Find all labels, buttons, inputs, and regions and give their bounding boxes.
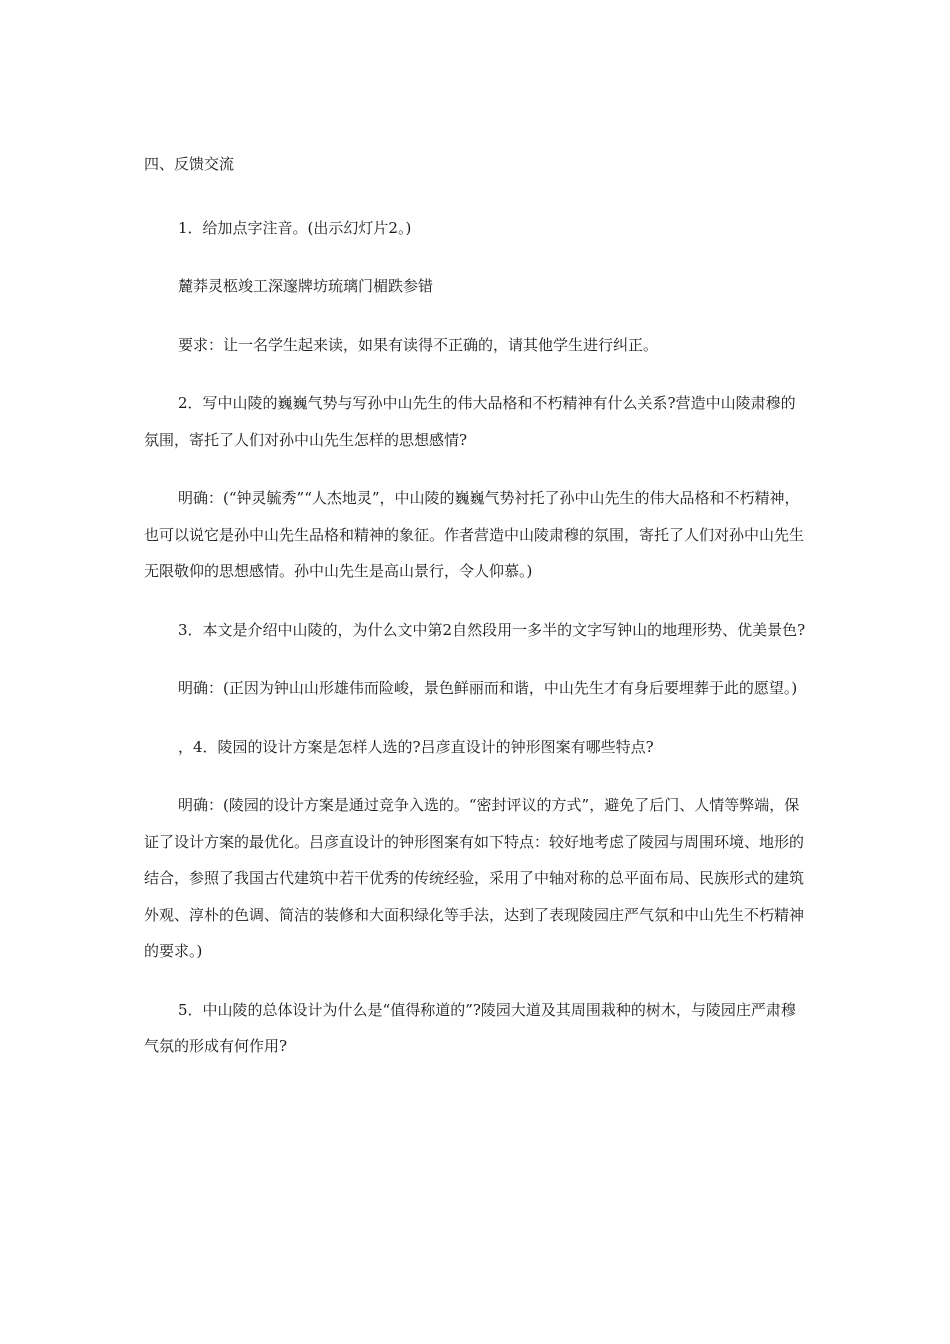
document-body bbox=[144, 146, 808, 1087]
paragraph-question-1: 1．给加点字注音。(出示幻灯片2。) bbox=[178, 218, 412, 237]
paragraph-question-4: ，4．陵园的设计方案是怎样人选的?吕彦直设计的钟形图案有哪些特点? bbox=[178, 737, 654, 756]
paragraph-requirement: 要求：让一名学生起来读，如果有读得不正确的，请其他学生进行纠正。 bbox=[178, 335, 659, 354]
paragraph-word-list: 麓莽灵柩竣工深邃牌坊琉璃门楣跌参错 bbox=[178, 277, 434, 295]
paragraph-answer-4: 明确：(陵园的设计方案是通过竞争入选的。“密封评议的方式”，避免了后门、人情等弊端，保证了设计方案的最优化。吕彦直设计的钟形图案有如下特点：较好地考虑了陵园与周围环境、地形的结合，参照了我国古代建筑中若干优秀的传统经验，采用了中轴对称的总平面布局、民族形式的建筑外观、淳朴的色调、简洁的装修和大面积绿化等手法，达到了表现陵园庄严气氛和中山先生不朽精神的要求。) bbox=[144, 796, 805, 960]
paragraph-question-5: 5．中山陵的总体设计为什么是“值得称道的”?陵园大道及其周围栽种的树木，与陵园庄严肃穆气氛的形成有何作用? bbox=[144, 1000, 796, 1055]
section-heading: 四、反馈交流 bbox=[144, 155, 235, 173]
paragraph-answer-3: 明确：(正因为钟山山形雄伟而险峻，景色鲜丽而和谐，中山先生才有身后要埋葬于此的愿望。) bbox=[178, 679, 798, 697]
paragraph-answer-2: 明确：(“钟灵毓秀”“人杰地灵”，中山陵的巍巍气势衬托了孙中山先生的伟大品格和不朽精神，也可以说它是孙中山先生品格和精神的象征。作者营造中山陵肃穆的氛围，寄托了人们对孙中山先生无限敬仰的思想感情。孙中山先生是高山景行，令人仰慕。) bbox=[144, 489, 805, 580]
paragraph-question-2: 2．写中山陵的巍巍气势与写孙中山先生的伟大品格和不朽精神有什么关系?营造中山陵肃穆的氛围，寄托了人们对孙中山先生怎样的思想感情? bbox=[144, 394, 796, 449]
paragraph-question-3: 3．本文是介绍中山陵的，为什么文中第2自然段用一多半的文字写钟山的地理形势、优美景色? bbox=[178, 620, 806, 639]
